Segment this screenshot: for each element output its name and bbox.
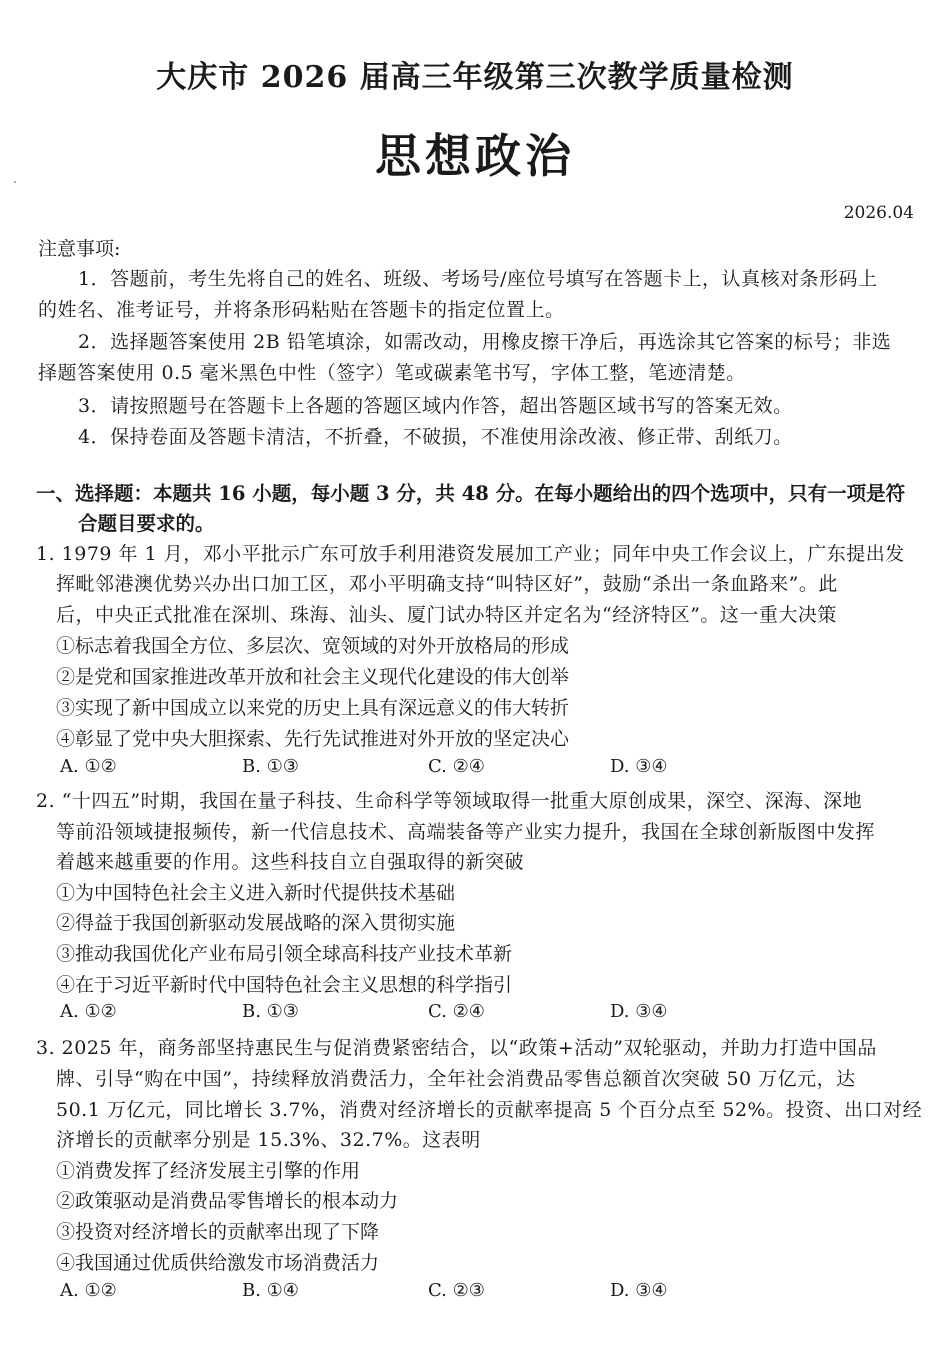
option-b: B. ①③ [242,756,299,777]
notice-line: 1．答题前，考生先将自己的姓名、班级、考场号/座位号填写在答题卡上，认真核对条形码上 [78,268,878,290]
subject-title: 思想政治 [375,129,575,183]
statement-item: ④我国通过优质供给激发市场消费活力 [56,1252,380,1274]
option-a: A. ①② [60,756,117,777]
option-c: C. ②④ [428,756,485,777]
notice-line: 的姓名、准考证号，并将条形码粘贴在答题卡的指定位置上。 [38,299,565,321]
notice-heading: 注意事项: [38,238,121,260]
question-stem: 2. “十四五”时期，我国在量子科技、生命科学等领域取得一批重大原创成果，深空、深海、深地 [36,790,863,812]
option-c: C. ②④ [428,1001,485,1022]
exam-date: 2026.04 [843,203,914,223]
option-b: B. ①④ [242,1280,299,1301]
statement-item: ②是党和国家推进改革开放和社会主义现代化建设的伟大创举 [56,666,570,688]
notice-line: 2．选择题答案使用 2B 铅笔填涂，如需改动，用橡皮擦干净后，再选涂其它答案的标号；非选 [78,331,892,353]
statement-item: ①消费发挥了经济发展主引擎的作用 [56,1160,361,1182]
question-stem: 后，中央正式批准在深圳、珠海、汕头、厦门试办特区并定名为“经济特区”。这一重大决策 [56,604,837,626]
statement-item: ①标志着我国全方位、多层次、宽领域的对外开放格局的形成 [56,635,570,657]
statement-item: ①为中国特色社会主义进入新时代提供技术基础 [56,882,456,904]
option-d: D. ③④ [610,1280,668,1301]
question-stem: 1. 1979 年 1 月，邓小平批示广东可放手利用港资发展加工产业；同年中央工作会议上，广东提出发 [36,543,905,565]
exam-title: 大庆市 2026 届高三年级第三次教学质量检测 [156,60,794,95]
statement-item: ②政策驱动是消费品零售增长的根本动力 [56,1190,399,1212]
question-stem: 50.1 万亿元，同比增长 3.7%，消费对经济增长的贡献率提高 5 个百分点至 52%。投资、出口对经 [56,1099,923,1121]
notice-line: 4．保持卷面及答题卡清洁，不折叠，不破损，不准使用涂改液、修正带、刮纸刀。 [78,426,793,448]
statement-item: ③推动我国优化产业布局引领全球高科技产业技术革新 [56,943,513,965]
option-a: A. ①② [60,1280,117,1301]
notice-line: 择题答案使用 0.5 毫米黑色中性（签字）笔或碳素笔书写，字体工整，笔迹清楚。 [38,362,746,384]
question-stem: 挥毗邻港澳优势兴办出口加工区，邓小平明确支持“叫特区好”，鼓励“杀出一条血路来”。此 [56,573,838,595]
question-stem: 等前沿领域捷报频传，新一代信息技术、高端装备等产业实力提升，我国在全球创新版图中发挥 [56,821,876,843]
question-stem: 济增长的贡献率分别是 15.3%、32.7%。这表明 [56,1129,481,1151]
statement-item: ②得益于我国创新驱动发展战略的深入贯彻实施 [56,912,456,934]
section-heading-cont: 合题目要求的。 [78,512,215,535]
statement-item: ④在于习近平新时代中国特色社会主义思想的科学指引 [56,974,513,996]
option-c: C. ②③ [428,1280,485,1301]
option-b: B. ①③ [242,1001,299,1022]
option-d: D. ③④ [610,756,668,777]
statement-item: ④彰显了党中央大胆探索、先行先试推进对外开放的坚定决心 [56,728,570,750]
section-heading: 一、选择题：本题共 16 小题，每小题 3 分，共 48 分。在每小题给出的四个选项中，只有一项是符 [36,482,906,505]
question-stem: 着越来越重要的作用。这些科技自立自强取得的新突破 [56,851,525,873]
question-stem: 牌、引导“购在中国”，持续释放消费活力，全年社会消费品零售总额首次突破 50 万亿元，达 [56,1068,856,1090]
option-d: D. ③④ [610,1001,668,1022]
question-stem: 3. 2025 年，商务部坚持惠民生与促消费紧密结合，以“政策+活动”双轮驱动，并助力打造中国品 [36,1037,877,1059]
notice-line: 3．请按照题号在答题卡上各题的答题区域内作答，超出答题区域书写的答案无效。 [78,395,793,417]
option-a: A. ①② [60,1001,117,1022]
statement-item: ③实现了新中国成立以来党的历史上具有深远意义的伟大转折 [56,697,570,719]
statement-item: ③投资对经济增长的贡献率出现了下降 [56,1221,380,1243]
